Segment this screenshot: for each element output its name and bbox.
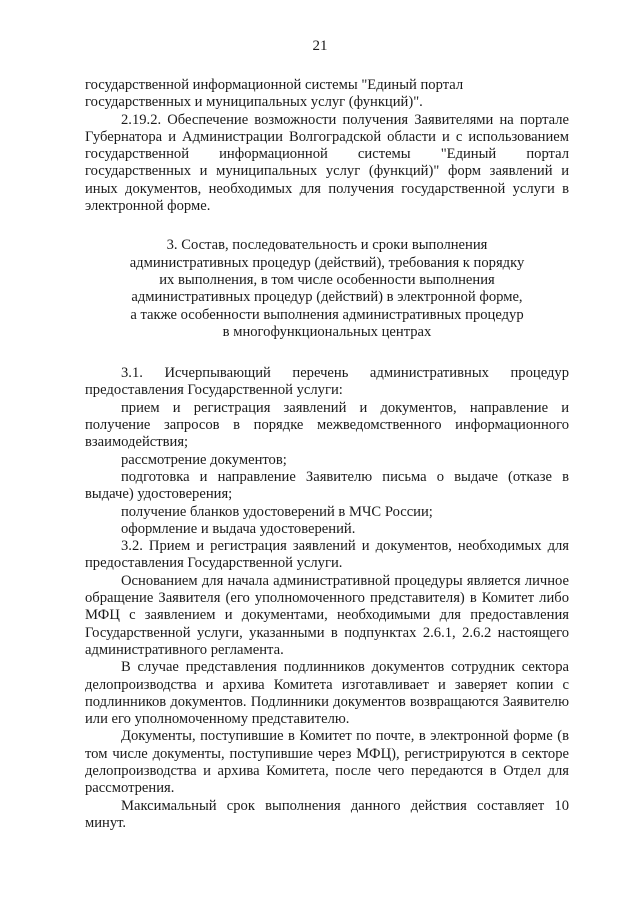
intro-paragraph-1-line-1: государственной информационной системы "Единый портал xyxy=(85,77,464,93)
list-item: оформление и выдача удостоверений. xyxy=(121,520,356,537)
paragraph: Максимальный срок выполнения данного действия составляет 10 минут. xyxy=(85,797,569,831)
intro-paragraph-2: 2.19.2. Обеспечение возможности получения Заявителями на портале Губернатора и Администрации Волгоградской области и с использованием государственной информационной системы "Единый портал государственных и муниципальных услуг (функций)" форм заявлений и иных документов, необходимых для получения государственной услуги в электронной форме. xyxy=(85,111,569,215)
paragraph-3-1: 3.1. Исчерпывающий перечень административных процедур предоставления Государственной услуги: xyxy=(85,365,569,399)
section-title-line: 3. Состав, последовательность и сроки выполнения xyxy=(166,237,488,254)
section-title-line: административных процедур (действий) в электронной форме, xyxy=(131,289,523,306)
paragraph: В случае представления подлинников документов сотрудник сектора делопроизводства и архива Комитета изготавливает и заверяет копии с подлинников документов. Подлинники документов возвращаются Заявителю или его уполномоченному представителю. xyxy=(85,659,569,728)
document-body xyxy=(85,77,569,832)
section-title xyxy=(85,237,569,341)
page-number: 21 xyxy=(312,38,328,54)
paragraph-3-2: 3.2. Прием и регистрация заявлений и документов, необходимых для предоставления Государственной услуги. xyxy=(85,538,569,572)
section-title-line: их выполнения, в том числе особенности выполнения xyxy=(159,271,495,288)
paragraph: Основанием для начала административной процедуры является личное обращение Заявителя (его уполномоченного представителя) в Комитет либо МФЦ с заявлением и документами, необходимыми для предоставления Государственной услуги, указанными в подпунктах 2.6.1, 2.6.2 настоящего административного регламента. xyxy=(85,572,569,658)
list-item: рассмотрение документов; xyxy=(121,451,287,468)
list-item: прием и регистрация заявлений и документов, направление и получение запросов в порядке межведомственного информационного взаимодействия; xyxy=(85,399,569,451)
intro-paragraph-1-line-2: государственных и муниципальных услуг (функций)". xyxy=(85,94,423,111)
paragraph: Документы, поступившие в Комитет по почте, в электронной форме (в том числе документы, поступившие через МФЦ), регистрируются в секторе делопроизводства и архива Комитета, после чего передаются в Отдел для рассмотрения. xyxy=(85,728,569,797)
list-item: подготовка и направление Заявителю письма о выдаче (отказе в выдаче) удостоверения; xyxy=(85,468,569,503)
section-title-line: административных процедур (действий), требования к порядку xyxy=(129,254,525,271)
section-title-line: в многофункциональных центрах xyxy=(222,323,432,340)
list-item: получение бланков удостоверений в МЧС России; xyxy=(121,503,433,520)
section-title-line: а также особенности выполнения административных процедур xyxy=(130,306,524,323)
